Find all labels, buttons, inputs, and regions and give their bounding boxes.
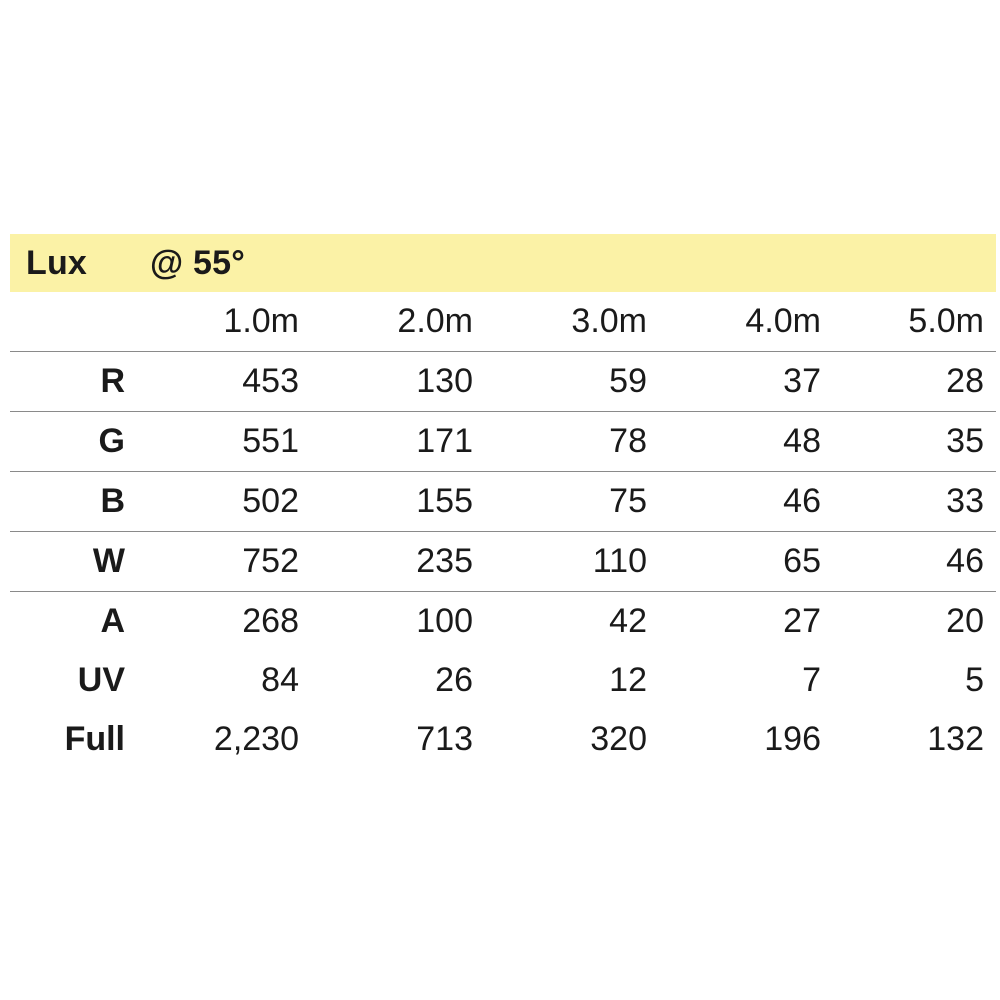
column-header: 1.0m <box>125 292 299 352</box>
lux-value: 110 <box>473 532 647 592</box>
lux-value: 28 <box>821 352 996 412</box>
row-label: G <box>10 412 125 472</box>
column-header: 4.0m <box>647 292 821 352</box>
lux-value: 59 <box>473 352 647 412</box>
column-header: 3.0m <box>473 292 647 352</box>
lux-value: 48 <box>647 412 821 472</box>
lux-value: 84 <box>261 661 299 699</box>
lux-value: 502 <box>125 472 299 532</box>
lux-value: 100 <box>416 602 473 640</box>
title-band <box>10 234 996 292</box>
lux-value: 235 <box>299 532 473 592</box>
lux-value: 20 <box>946 602 984 640</box>
lux-value: 35 <box>821 412 996 472</box>
lux-value: 46 <box>821 532 996 592</box>
lux-value: 33 <box>821 472 996 532</box>
lux-value: 130 <box>299 352 473 412</box>
column-header: 5.0m <box>821 292 996 352</box>
lux-value: 713 <box>416 720 473 758</box>
distance-header-row <box>10 292 996 352</box>
lux-value: 132 <box>927 720 984 758</box>
row-label: UV <box>77 661 125 699</box>
table-row <box>10 710 996 769</box>
lux-value: 78 <box>473 412 647 472</box>
lux-value: 320 <box>590 720 647 758</box>
row-label: A <box>100 602 125 640</box>
row-label: B <box>10 472 125 532</box>
table-row <box>10 651 996 710</box>
lux-value: 42 <box>609 602 647 640</box>
lux-value: 7 <box>802 661 821 699</box>
lux-value: 46 <box>647 472 821 532</box>
lux-value: 551 <box>125 412 299 472</box>
unit-label: Lux <box>26 243 88 282</box>
lux-value: 5 <box>965 661 984 699</box>
lux-value: 37 <box>647 352 821 412</box>
row-label: W <box>10 532 125 592</box>
lux-value: 171 <box>299 412 473 472</box>
lux-value: 2,230 <box>213 720 299 758</box>
corner-cell <box>10 292 125 352</box>
lux-value: 196 <box>764 720 821 758</box>
row-label: Full <box>64 720 125 758</box>
row-label: R <box>10 352 125 412</box>
table-row <box>10 352 996 412</box>
lux-value: 12 <box>609 661 647 699</box>
lux-value: 65 <box>647 532 821 592</box>
lux-value: 752 <box>125 532 299 592</box>
lux-table <box>10 292 996 769</box>
table-row <box>10 412 996 472</box>
table-row <box>10 592 996 652</box>
lux-value: 268 <box>242 602 299 640</box>
lux-value: 155 <box>299 472 473 532</box>
lux-value: 27 <box>783 602 821 640</box>
table-row <box>10 472 996 532</box>
column-header: 2.0m <box>299 292 473 352</box>
beam-angle-label: @ 55° <box>150 243 246 282</box>
lux-value: 75 <box>473 472 647 532</box>
table-row <box>10 532 996 592</box>
lux-value: 26 <box>435 661 473 699</box>
lux-value: 453 <box>125 352 299 412</box>
photometric-table <box>10 234 996 769</box>
